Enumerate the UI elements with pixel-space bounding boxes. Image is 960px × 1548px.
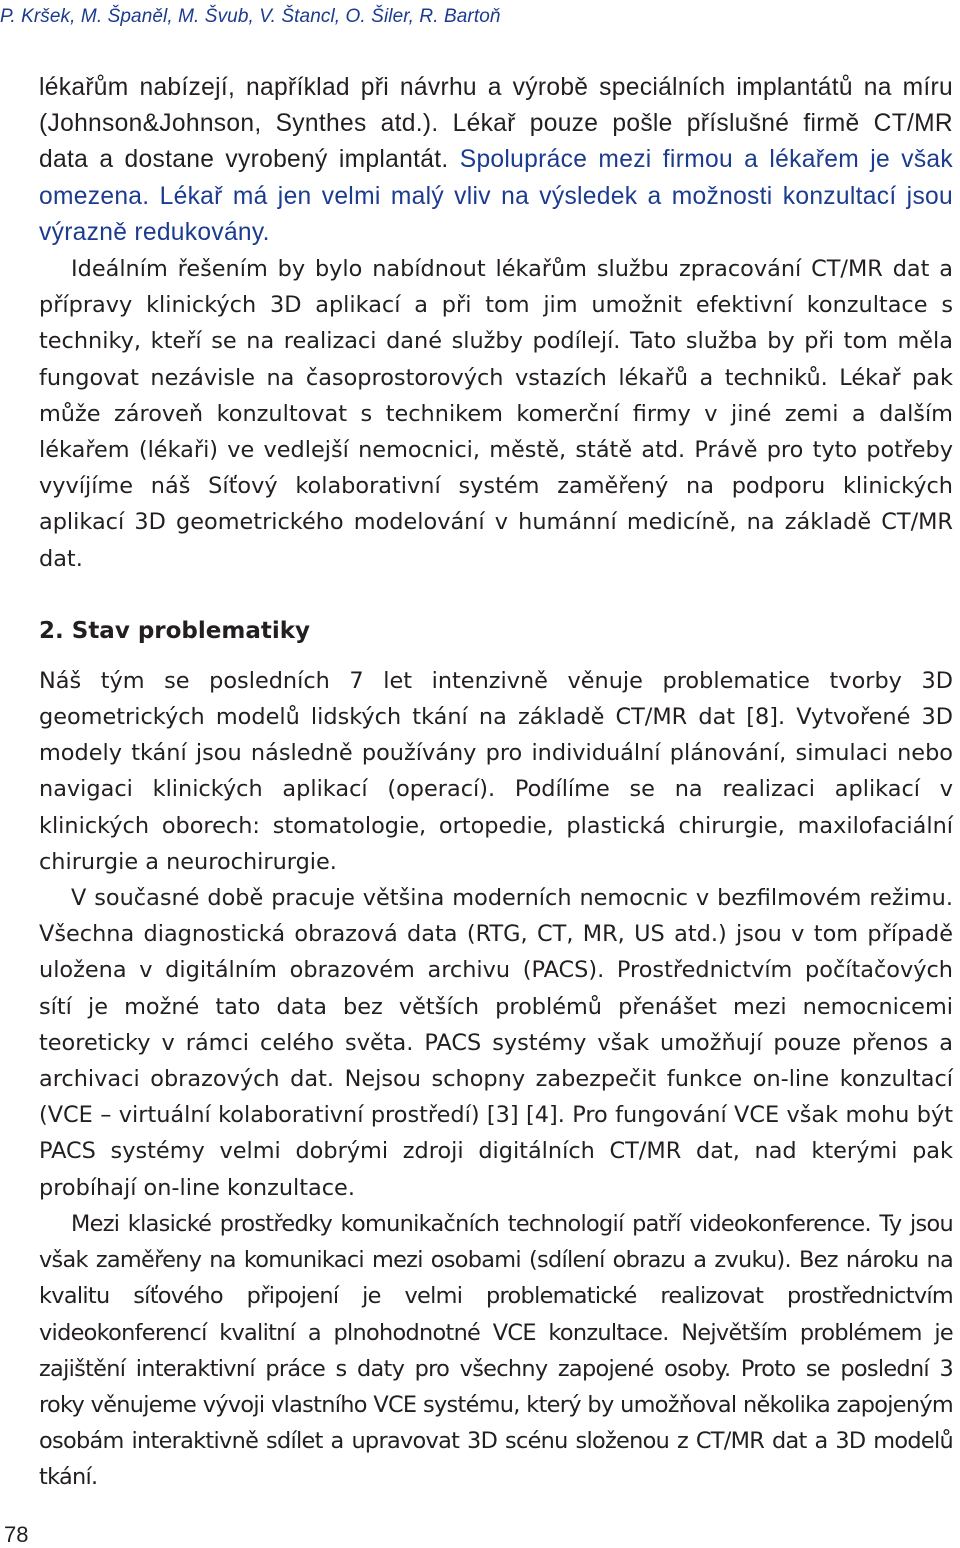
section-heading: 2. Stav problematiky bbox=[39, 617, 311, 644]
intro-text-part2: Spolupráce mezi firmou a lékařem je však omezena. Lékař má jen velmi malý vliv na výsledek a možnosti konzultací jsou výrazně redukovány. bbox=[39, 146, 954, 246]
paragraph-ideal-solution: Ideálním řešením by bylo nabídnout lékařům službu zpracování CT/MR dat a přípravy klinických 3D aplikací a při tom jim umožnit efektivní konzultace s techniky, kteří se na realizaci dané služby podílejí. Tato služba by při tom měla fungovat nezávisle na časoprostorových vstazích lékařů a techniků. Lékař pak může zároveň konzultovat s technikem komerční firmy v jiné zemi a dalším lékařem (lékaři) ve vedlejší nemocnici, městě, státě atd. Právě pro tyto potřeby vyvíjíme náš Síťový kolaborativní systém zaměřený na podporu klinických aplikací 3D geometrického modelování v humánní medicíně, na základě CT/MR dat. bbox=[39, 256, 953, 572]
running-header: P. Kršek, M. Španěl, M. Švub, V. Štancl, O. Šiler, R. Bartoň bbox=[0, 6, 501, 27]
section-paragraph-1: Náš tým se posledních 7 let intenzivně věnuje problematice tvorby 3D geometrických modelů lidských tkání na základě CT/MR dat [8]. Vytvořené 3D modely tkání jsou následně používány pro individuální plánování, simulaci nebo navigaci klinických aplikací (operací). Podílíme se na realizaci aplikací v klinických oborech: stomatologie, ortopedie, plastická chirurgie, maxilofaciální chirurgie a neurochirurgie. bbox=[39, 667, 953, 875]
intro-paragraph bbox=[39, 70, 953, 251]
page-body bbox=[39, 70, 953, 1496]
section-paragraph-2: V současné době pracuje většina moderních nemocnic v bezfilmovém režimu. Všechna diagnostická obrazová data (RTG, CT, MR, US atd.) jsou v tom případě uložena v digitálním obrazovém archivu (PACS). Prostřednictvím počítačových sítí je možné tato data bez větších problémů přenášet mezi nemocnicemi teoreticky v rámci celého světa. PACS systémy však umožňují pouze přenos a archivaci obrazových dat. Nejsou schopny zabezpečit funkce on-line konzultací (VCE – virtuální kolaborativní prostředí) [3] [4]. Pro fungování VCE však mohu být PACS systémy velmi dobrými zdroji digitálních CT/MR dat, nad kterými pak probíhají on-line konzultace. bbox=[39, 885, 953, 1201]
page-number: 78 bbox=[4, 1522, 29, 1547]
section-paragraph-3: Mezi klasické prostředky komunikačních technologií patří videokonference. Ty jsou však zaměřeny na komunikaci mezi osobami (sdílení obrazu a zvuku). Bez nároku na kvalitu síťového připojení je velmi problematické realizovat prostřednictvím videokonferencí kvalitní a plnohodnotné VCE konzultace. Největším problémem je zajištění interaktivní práce s daty pro všechny zapojené osoby. Proto se poslední 3 roky věnujeme vývoji vlastního VCE systému, který by umožňoval několika zapojeným osobám interaktivně sdílet a upravovat 3D scénu složenou z CT/MR dat a 3D modelů tkání. bbox=[39, 1210, 953, 1491]
intro-text-part1: lékařům nabízejí, například při návrhu a výrobě speciálních implantátů na míru (Johnson&Johnson, Synthes atd.). Lékař pouze pošle příslušné firmě CT/MR data a dostane vyrobený implantát. bbox=[39, 74, 953, 174]
